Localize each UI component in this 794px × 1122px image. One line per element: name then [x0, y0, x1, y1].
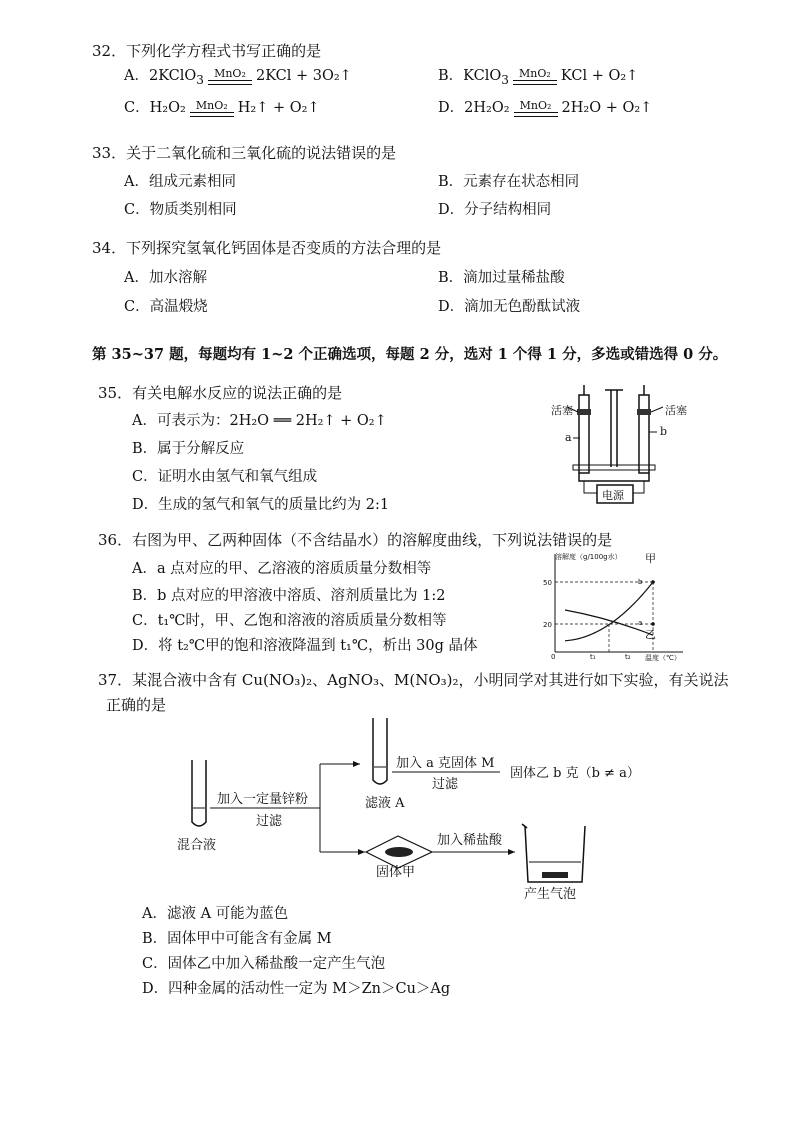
q37-option-c: C．固体乙中加入稀盐酸一定产生气泡 — [142, 956, 386, 972]
filtrate-tube-icon — [373, 718, 387, 784]
point-a-label: a — [638, 619, 643, 627]
step2-top-label: 加入 a 克固体 M — [396, 756, 495, 771]
tube-b-label: b — [660, 425, 668, 438]
q33-stem: 33．关于二氧化硫和三氧化硫的说法错误的是 — [92, 144, 397, 162]
q35-option-b: B．属于分解反应 — [132, 441, 245, 457]
chart-ylabel: 溶解度（g/100g水） — [555, 553, 622, 561]
ytick-50: 50 — [543, 579, 552, 587]
xtick-t1: t₁ — [590, 653, 596, 661]
step3-label: 加入稀盐酸 — [437, 833, 503, 848]
bubbles-label: 产生气泡 — [524, 887, 577, 902]
q34-option-c: C．高温煅烧 — [124, 299, 208, 315]
solubility-chart — [538, 550, 688, 665]
chart-xlabel: 温度（℃） — [645, 654, 681, 662]
q33-option-a: A．组成元素相同 — [124, 174, 236, 190]
section-note: 第 35~37 题，每题均有 1~2 个正确选项，每题 2 分，选对 1 个得 1 分，多选或错选得 0 分。 — [92, 346, 728, 363]
ytick-20: 20 — [543, 621, 552, 629]
xtick-0: 0 — [551, 653, 556, 661]
q34-option-d: D．滴加无色酚酞试液 — [438, 299, 581, 315]
point-b-label: b — [638, 578, 643, 586]
q35-option-a: A．可表示为：2H₂O ══ 2H₂↑ + O₂↑ — [132, 413, 387, 429]
solid-b-label: 固体乙 b 克（b ≠ a） — [510, 766, 640, 781]
q33-option-b: B．元素存在状态相同 — [438, 174, 580, 190]
q37-stem-line2: 正确的是 — [106, 696, 167, 714]
q36-option-c: C．t₁℃时，甲、乙饱和溶液的溶质质量分数相等 — [132, 613, 447, 629]
series-yi-label: 乙 — [645, 628, 656, 641]
solid-a-label: 固体甲 — [376, 865, 416, 880]
q35-option-d: D．生成的氢气和氧气的质量比约为 2:1 — [132, 497, 390, 513]
filtrate-a-label: 滤液 A — [365, 796, 405, 811]
q35-option-c: C．证明水由氢气和氧气组成 — [132, 469, 318, 485]
q36-stem: 36．右图为甲、乙两种固体（不含结晶水）的溶解度曲线，下列说法错误的是 — [98, 531, 613, 549]
series-jia-label: 甲 — [645, 552, 656, 565]
mixed-tube-icon — [192, 760, 206, 826]
mixed-liquid-label: 混合液 — [177, 838, 217, 853]
chart-point-b — [651, 580, 655, 584]
step1-bottom-label: 过滤 — [256, 814, 283, 829]
q32-option-c: C．H₂O₂ MnO₂ H₂↑ + O₂↑ — [124, 98, 320, 116]
q36-option-a: A．a 点对应的甲、乙溶液的溶质质量分数相等 — [132, 561, 432, 577]
q34-option-a: A．加水溶解 — [124, 270, 207, 286]
q37-option-b: B．固体甲中可能含有金属 M — [142, 931, 332, 947]
q33-option-d: D．分子结构相同 — [438, 202, 552, 218]
q36-option-b: B．b 点对应的甲溶液中溶质、溶剂质量比为 1:2 — [132, 588, 446, 604]
q37-option-a: A．滤液 A 可能为蓝色 — [142, 906, 289, 922]
q32-stem: 32．下列化学方程式书写正确的是 — [92, 42, 322, 60]
step2-bottom-label: 过滤 — [432, 777, 459, 792]
q37-option-d: D．四种金属的活动性一定为 M＞Zn＞Cu＞Ag — [142, 981, 451, 997]
q32-option-b: B．KClO$_3$ MnO₂ KCl + O₂↑ — [438, 66, 639, 87]
q34-option-b: B．滴加过量稀盐酸 — [438, 270, 565, 286]
q34-stem: 34．下列探究氢氧化钙固体是否变质的方法合理的是 — [92, 239, 442, 257]
q32-option-d: D．2H₂O₂ MnO₂ 2H₂O + O₂↑ — [438, 98, 653, 116]
tube-a-label: a — [565, 431, 572, 444]
q33-option-c: C．物质类别相同 — [124, 202, 237, 218]
right-valve-label: 活塞 — [665, 404, 687, 417]
q36-option-d: D．将 t₂℃甲的饱和溶液降温到 t₁℃，析出 30g 晶体 — [132, 638, 478, 654]
left-valve-label: 活塞 — [551, 404, 573, 417]
q35-stem: 35．有关电解水反应的说法正确的是 — [98, 384, 343, 402]
power-label: 电源 — [602, 489, 624, 502]
q37-stem-line1: 37．某混合液中含有 Cu(NO₃)₂、AgNO₃、M(NO₃)₂，小明同学对其进行如下实验，有关说法 — [98, 671, 729, 689]
q32-option-a: A．2KClO$_3$ MnO₂ 2KCl + 3O₂↑ — [124, 66, 352, 87]
xtick-t2: t₂ — [625, 653, 631, 661]
step1-top-label: 加入一定量锌粉 — [217, 792, 309, 807]
